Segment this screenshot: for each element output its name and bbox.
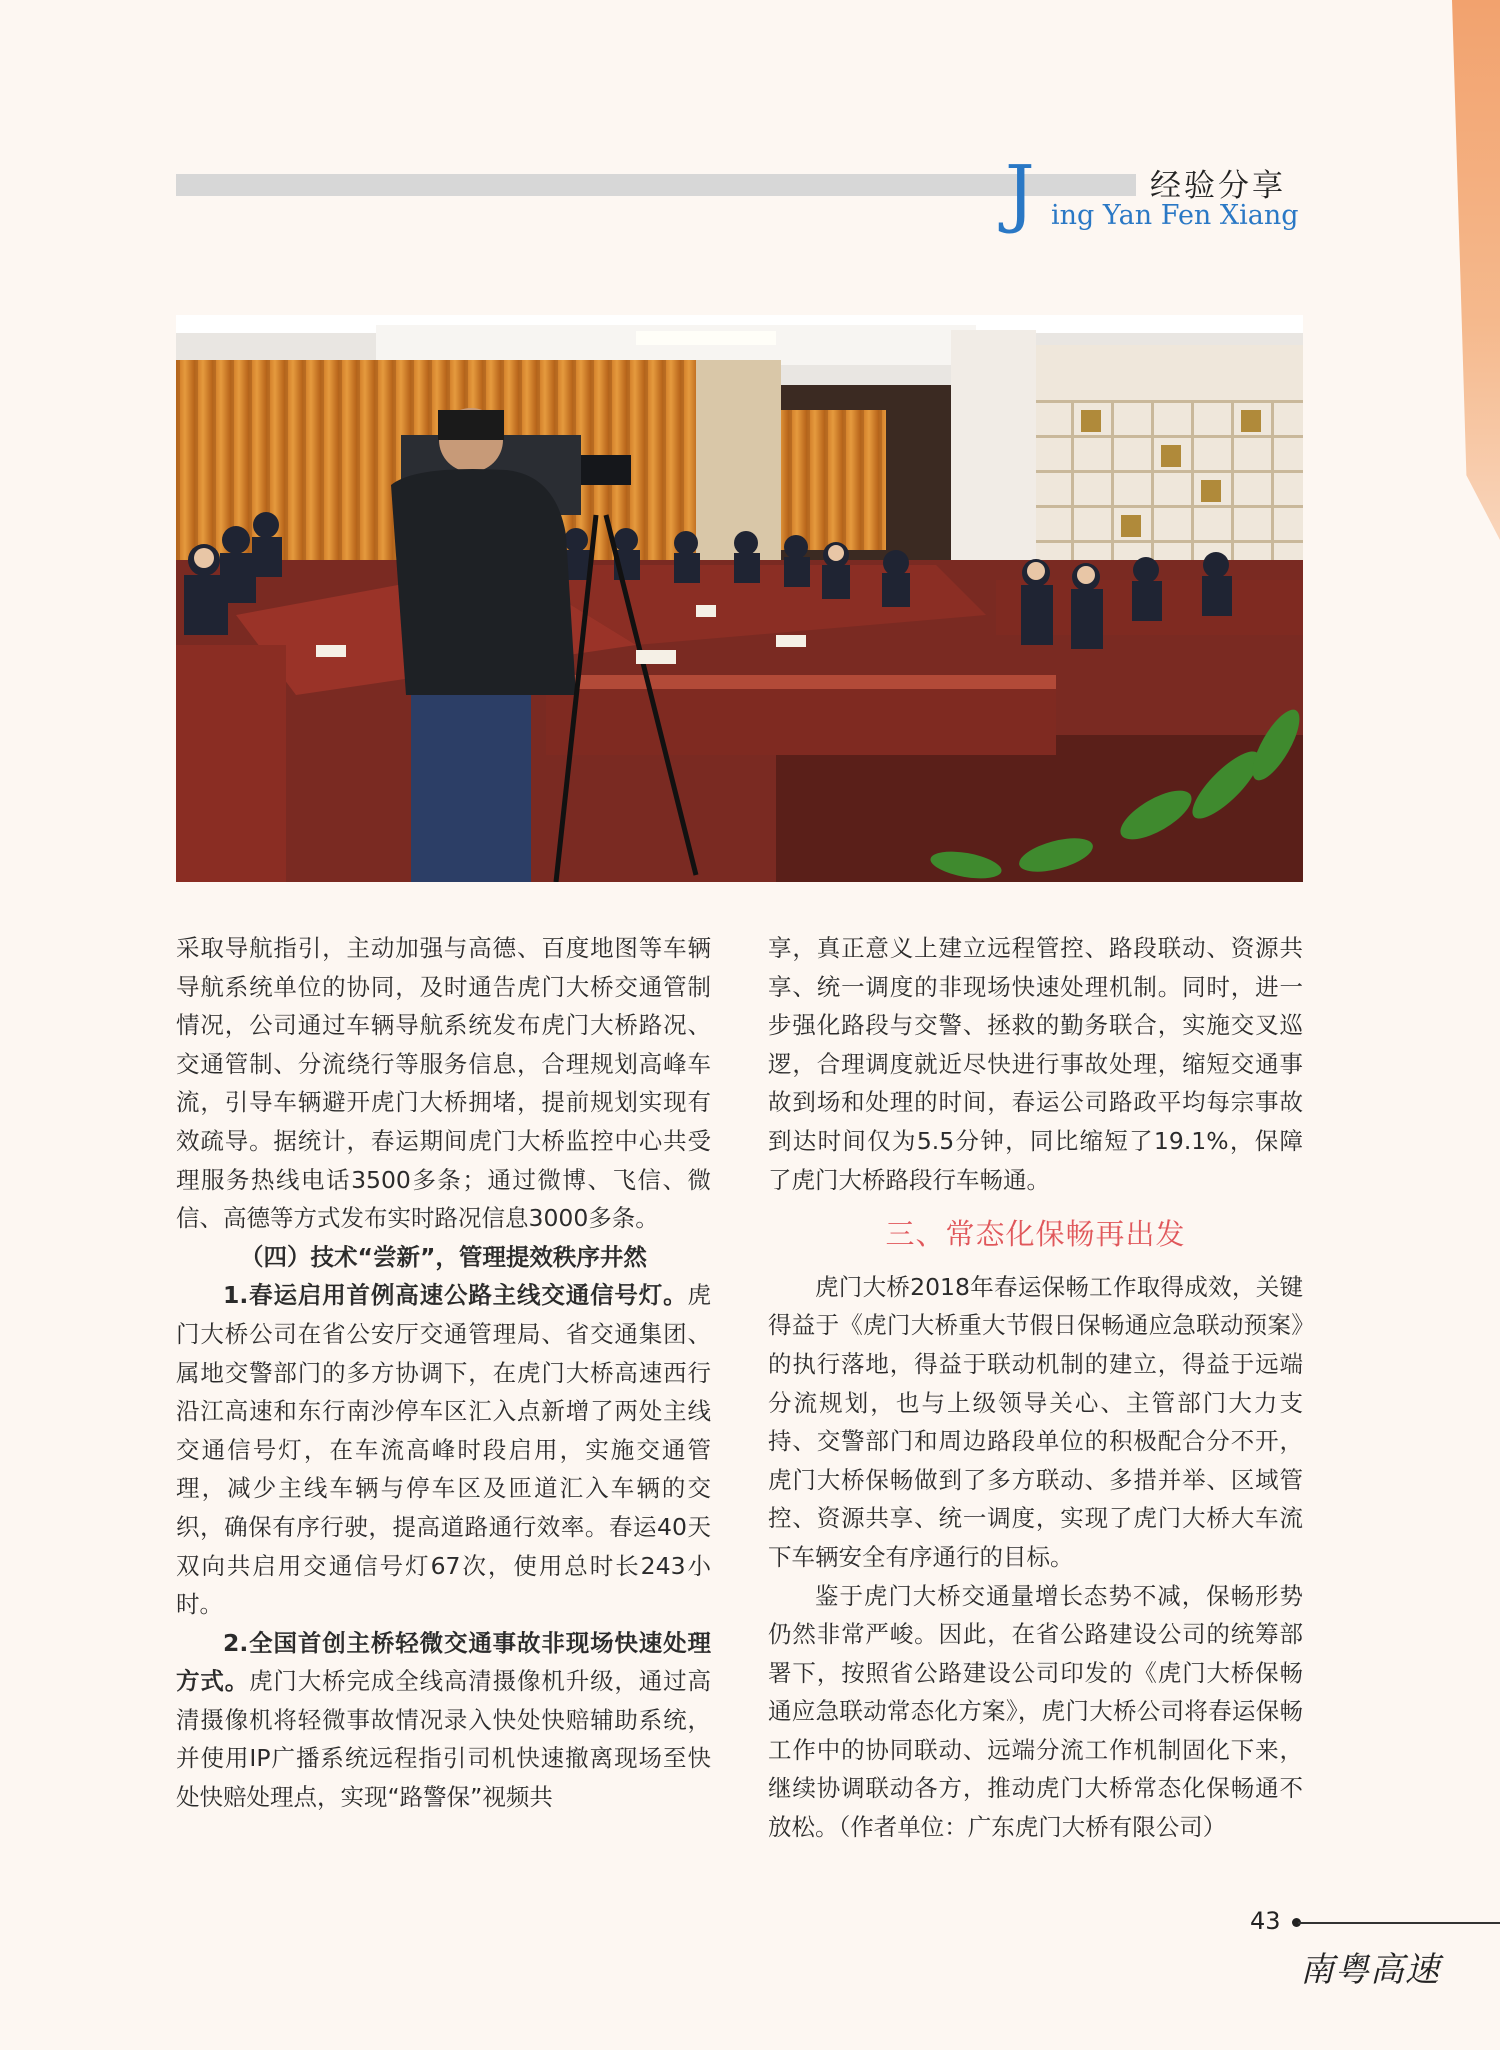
item-2 [176, 1624, 711, 1817]
right-column [768, 929, 1303, 1847]
right-paragraph-1: 享，真正意义上建立远程管控、路段联动、资源共享、统一调度的非现场快速处理机制。同时，进一步强化路段与交警、拯救的勤务联合，实施交叉巡逻，合理调度就近尽快进行事故处理，缩短交通事故到场和处理的时间，春运公司路政平均每宗事故到达时间仅为5.5分钟，同比缩短了19.1%，保障了虎门大桥路段行车畅通。 [768, 934, 1303, 1194]
right-paragraph-3: 鉴于虎门大桥交通量增长态势不减，保畅形势仍然非常严峻。因此，在省公路建设公司的统筹部署下，按照省公路建设公司印发的《虎门大桥保畅通应急联动常态化方案》，虎门大桥公司将春运保畅工作中的协同联动、远端分流工作机制固化下来，继续协调联动各方，推动虎门大桥常态化保畅通不放松。（作者单位：广东虎门大桥有限公司） [768, 1581, 1303, 1842]
left-paragraph-1: 采取导航指引，主动加强与高德、百度地图等车辆导航系统单位的协同，及时通告虎门大桥交通管制情况，公司通过车辆导航系统发布虎门大桥路况、交通管制、分流绕行等服务信息，合理规划高峰车流，引导车辆避开虎门大桥拥堵，提前规划实现有效疏导。据统计，春运期间虎门大桥监控中心共受理服务热线电话3500多条；通过微博、飞信、微信、高德等方式发布实时路况信息3000多条。 [176, 934, 711, 1233]
left-column [176, 929, 711, 1817]
section-heading-3: 三、常态化保畅再出发 [885, 1217, 1186, 1252]
item-1-body: 虎门大桥公司在省公安厅交通管理局、省交通集团、属地交警部门的多方协调下，在虎门大桥高速西行沿江高速和东行南沙停车区汇入点新增了两处主线交通信号灯，在车流高峰时段启用，实施交通管理，减少主线车辆与停车区及匝道汇入车辆的交织，确保有序行驶，提高道路通行效率。春运40天双向共启用交通信号灯67次，使用总时长243小时。 [176, 1281, 711, 1619]
section-subtitle: ing Yan Fen Xiang [1051, 200, 1299, 231]
right-paragraph-2: 虎门大桥2018年春运保畅工作取得成效，关键得益于《虎门大桥重大节假日保畅通应急联动预案》的执行落地，得益于联动机制的建立，得益于远端分流规划，也与上级领导关心、主管部门大力支持、交警部门和周边路段单位的积极配合分不开，虎门大桥保畅做到了多方联动、多措并举、区域管控、资源共享、统一调度，实现了虎门大桥大车流下车辆安全有序通行的目标。 [768, 1272, 1303, 1571]
page-number: 43 [1250, 1907, 1281, 1935]
item-2-body: 虎门大桥完成全线高清摄像机升级，通过高清摄像机将轻微事故情况录入快处快赔辅助系统，并使用IP广播系统远程指引司机快速撤离现场至快处快赔处理点，实现“路警保”视频共 [176, 1667, 712, 1812]
section-title: 经验分享 [1150, 168, 1286, 204]
corner-decoration [1452, 0, 1500, 540]
meeting-photo [176, 315, 1303, 882]
item-2-title: 2.全国首创主桥轻微交通事故非现场快速处理方式。 [176, 1628, 711, 1696]
section-initial: J [1005, 150, 1035, 236]
item-1 [176, 1276, 711, 1623]
footer-line [1298, 1922, 1500, 1924]
item-1-title: 1.春运启用首例高速公路主线交通信号灯。 [223, 1281, 688, 1310]
magazine-logo: 南粤高速 [1300, 1950, 1440, 1990]
subheading-4: （四）技术“尝新”，管理提效秩序井然 [240, 1242, 647, 1271]
header-bar [176, 174, 1136, 196]
